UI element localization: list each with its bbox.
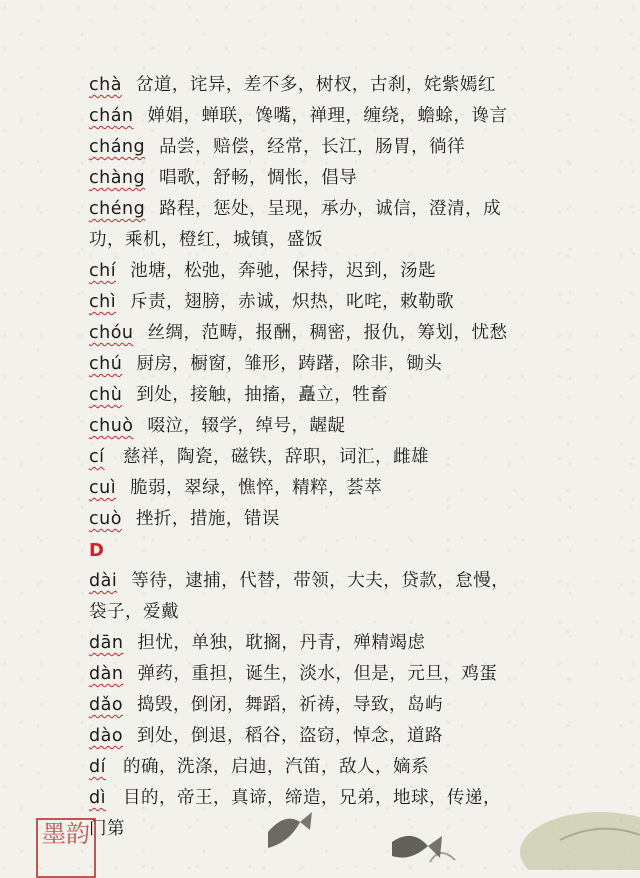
fish-icon — [392, 836, 442, 858]
pinyin-syllable: chéng — [89, 199, 146, 219]
pinyin-syllable: chà — [89, 75, 122, 95]
fish-icon — [268, 812, 312, 848]
pinyin-syllable: cuì — [89, 478, 117, 498]
example-words-continued: 门第 — [89, 819, 125, 839]
pinyin-syllable: dì — [89, 788, 106, 808]
pinyin-syllable: chí — [89, 261, 117, 281]
example-words: 的确，洗涤，启迪，汽笛，敌人，嫡系 — [123, 757, 429, 777]
example-words: 慈祥，陶瓷，磁铁，辞职，词汇，雌雄 — [123, 447, 429, 467]
pinyin-syllable: chán — [89, 106, 134, 126]
example-words: 婵娟，蝉联，馋嘴，禅理，缠绕，蟾蜍，谗言 — [147, 106, 508, 126]
example-words-continued: 功，乘机，橙红，城镇，盛饭 — [89, 230, 323, 250]
pinyin-syllable: cháng — [89, 137, 146, 157]
section-letter: D — [89, 540, 105, 561]
example-words: 挫折，措施，错误 — [135, 509, 280, 529]
pinyin-syllable: chuò — [89, 416, 134, 436]
example-words: 担忧，单独，耽搁，丹青，殚精竭虑 — [137, 633, 426, 653]
pinyin-syllable: dào — [89, 726, 124, 746]
example-words: 池塘，松弛，奔驰，保持，迟到，汤匙 — [130, 261, 437, 281]
pinyin-syllable: chóu — [89, 323, 134, 343]
example-words: 啜泣，辍学，绰号，龌龊 — [147, 416, 346, 436]
red-seal-stamp: 墨韵 — [36, 818, 96, 878]
lotus-leaf-icon — [520, 812, 640, 870]
example-words: 到处，接触，抽搐，矗立，牲畜 — [136, 385, 389, 405]
pinyin-syllable: cí — [89, 447, 105, 467]
pinyin-syllable: chù — [89, 385, 123, 405]
example-words: 弹药，重担，诞生，淡水，但是，元旦，鸡蛋 — [137, 664, 498, 684]
example-words: 等待，逮捕，代替，带领，大夫，贷款，怠慢， — [131, 571, 510, 591]
example-words: 目的，帝王，真谛，缔造，兄弟，地球，传递， — [123, 788, 501, 808]
example-words: 品尝，赔偿，经常，长江，肠胃，徜徉 — [159, 137, 466, 157]
example-words: 唱歌，舒畅，惆怅，倡导 — [159, 168, 358, 188]
example-words: 岔道，诧异，差不多，树杈，古刹，姹紫嫣红 — [135, 75, 496, 95]
example-words: 路程，惩处，呈现，承办，诚信，澄清，成 — [159, 199, 502, 219]
example-words-continued: 袋子，爱戴 — [89, 602, 179, 622]
example-words: 脆弱，翠绿，憔悴，精粹，荟萃 — [130, 478, 383, 498]
pinyin-syllable: chàng — [89, 168, 146, 188]
pinyin-syllable: dàn — [89, 664, 124, 684]
pinyin-syllable: dān — [89, 633, 124, 653]
example-words: 捣毁，倒闭，舞蹈，祈祷，导致，岛屿 — [137, 695, 444, 715]
pinyin-syllable: dài — [89, 571, 118, 591]
example-words: 斥责，翅膀，赤诚，炽热，叱咤，敕勒歌 — [130, 292, 455, 312]
pinyin-syllable: cuò — [89, 509, 122, 529]
pinyin-syllable: dí — [89, 757, 106, 777]
example-words: 到处，倒退，稻谷，盗窃，悼念，道路 — [137, 726, 444, 746]
pinyin-syllable: dǎo — [89, 695, 124, 715]
example-words: 丝绸，范畴，报酬，稠密，报仇，筹划，忧愁 — [147, 323, 508, 343]
example-words: 厨房，橱窗，雏形，踌躇，除非，锄头 — [136, 354, 443, 374]
pinyin-syllable: chú — [89, 354, 123, 374]
pinyin-syllable: chì — [89, 292, 117, 312]
